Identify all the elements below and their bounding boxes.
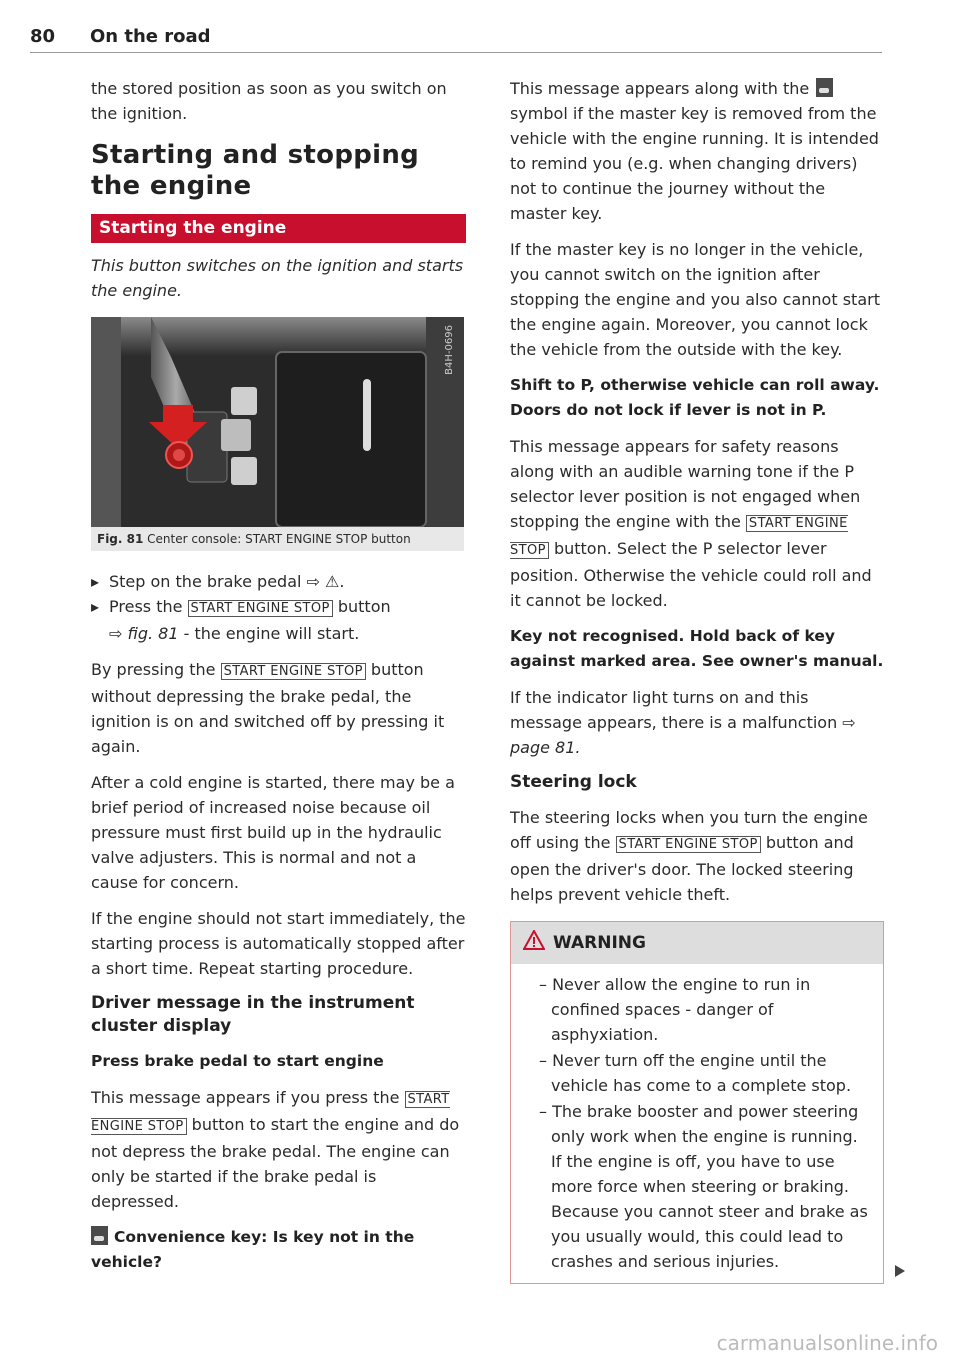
- right-column: [510, 76, 885, 1284]
- start-engine-stop-key: START ENGINE STOP: [91, 1092, 450, 1134]
- key-symbol-icon: [816, 78, 833, 97]
- warning-triangle-icon: [523, 930, 545, 950]
- intro-text: This button switches on the ignition and starts the engine.: [91, 256, 464, 300]
- start-engine-stop-key: START ENGINE STOP: [616, 836, 761, 853]
- warning-box: [510, 921, 884, 1284]
- figure-center-console: [91, 317, 464, 527]
- paragraph: This message appears if you press the START ENGINE STOP button to start the engine and do not depress the brake pedal. The engine can only be started if the brake pedal is depressed.: [91, 1088, 460, 1211]
- paragraph: If the indicator light turns on and this message appears, there is a malfunction ⇨ page 81.: [510, 688, 856, 757]
- paragraph: After a cold engine is started, there may be a brief period of increased noise because oil pressure must first build up in the hydraulic valve adjusters. This is normal and not a cause for concern.: [91, 773, 455, 892]
- driver-message-heading: Driver message in the instrument cluster display: [91, 993, 415, 1036]
- section-title: On the road: [90, 26, 211, 47]
- steering-lock-heading: Steering lock: [510, 772, 637, 792]
- figure-caption: [91, 527, 464, 551]
- paragraph: This message appears for safety reasons along with an audible warning tone if the P selector lever position is not engaged when stopping the engine with the START ENGINE STOP button. Select the P selector lever position. Otherwise the vehicle could roll and it cannot be locked.: [510, 437, 872, 610]
- key-symbol-icon: [91, 1226, 108, 1245]
- key-not-recognised-heading: Key not recognised. Hold back of key against marked area. See owner's manual.: [510, 627, 884, 670]
- step-2-cont: ⇨ fig. 81 - the engine will start.: [109, 624, 360, 643]
- center-console-photo: [91, 317, 464, 527]
- fig-reference-link[interactable]: ⇨ fig. 81: [109, 624, 179, 643]
- start-engine-stop-key: START ENGINE STOP: [221, 663, 366, 680]
- warning-title: WARNING: [553, 933, 646, 953]
- warning-header: [511, 922, 883, 964]
- paragraph: This message appears along with the symbol if the master key is removed from the vehicle with the engine running. It is intended to remind you (e.g. when changing drivers) not to continue the journey without the master key.: [510, 79, 879, 223]
- shift-message-heading: Shift to P, otherwise vehicle can roll away. Doors do not lock if lever is not in P.: [510, 376, 880, 419]
- warning-item: – Never turn off the engine until the vehicle has come to a complete stop.: [539, 1051, 852, 1095]
- warning-body: [511, 964, 883, 1283]
- watermark: carmanualsonline.info: [716, 1331, 938, 1355]
- page-number: 80: [30, 26, 56, 47]
- caption-text: Center console: START ENGINE STOP button: [143, 532, 411, 546]
- paragraph: The steering locks when you turn the engine off using the START ENGINE STOP button and open the driver's door. The locked steering helps prevent vehicle theft.: [510, 808, 868, 904]
- caption-label: Fig. 81: [97, 532, 144, 546]
- continue-arrow-icon: [895, 1265, 905, 1277]
- brake-message-heading: Press brake pedal to start engine: [91, 1052, 384, 1070]
- chapter-heading: Starting and stopping the engine: [91, 140, 420, 201]
- start-engine-stop-key: START ENGINE STOP: [510, 516, 848, 558]
- page-header: [30, 26, 882, 53]
- left-column: [91, 76, 466, 1286]
- warning-item: – The brake booster and power steering only work when the engine is running. If the engine is off, you have to use more force when steering or braking. Because you cannot steer and brake as you usually would, this could lead to crashes and serious injuries.: [539, 1102, 868, 1271]
- step-2: ▸ Press the START ENGINE STOP button: [91, 594, 466, 621]
- figure-tag: B4H-0696: [444, 325, 455, 375]
- subsection-bar: Starting the engine: [91, 214, 466, 243]
- paragraph: the stored position as soon as you switch on the ignition.: [91, 79, 447, 123]
- paragraph: If the engine should not start immediately, the starting process is automatically stopped after a short time. Repeat starting procedure.: [91, 909, 466, 978]
- paragraph: By pressing the START ENGINE STOP button without depressing the brake pedal, the ignition is on and switched off by pressing it again.: [91, 660, 445, 756]
- start-engine-stop-key: START ENGINE STOP: [188, 600, 333, 617]
- step-1: ▸ Step on the brake pedal ⇨ ⚠.: [91, 569, 466, 594]
- convenience-key-heading: Convenience key: Is key not in the vehicle?: [91, 1228, 415, 1271]
- page-reference-link[interactable]: ⇨ page 81.: [510, 713, 856, 757]
- warning-item: – Never allow the engine to run in confined spaces - danger of asphyxiation.: [539, 975, 811, 1044]
- paragraph: If the master key is no longer in the vehicle, you cannot switch on the ignition after stopping the engine and you also cannot start the engine again. Moreover, you cannot lock the vehicle from the outside with the key.: [510, 240, 880, 359]
